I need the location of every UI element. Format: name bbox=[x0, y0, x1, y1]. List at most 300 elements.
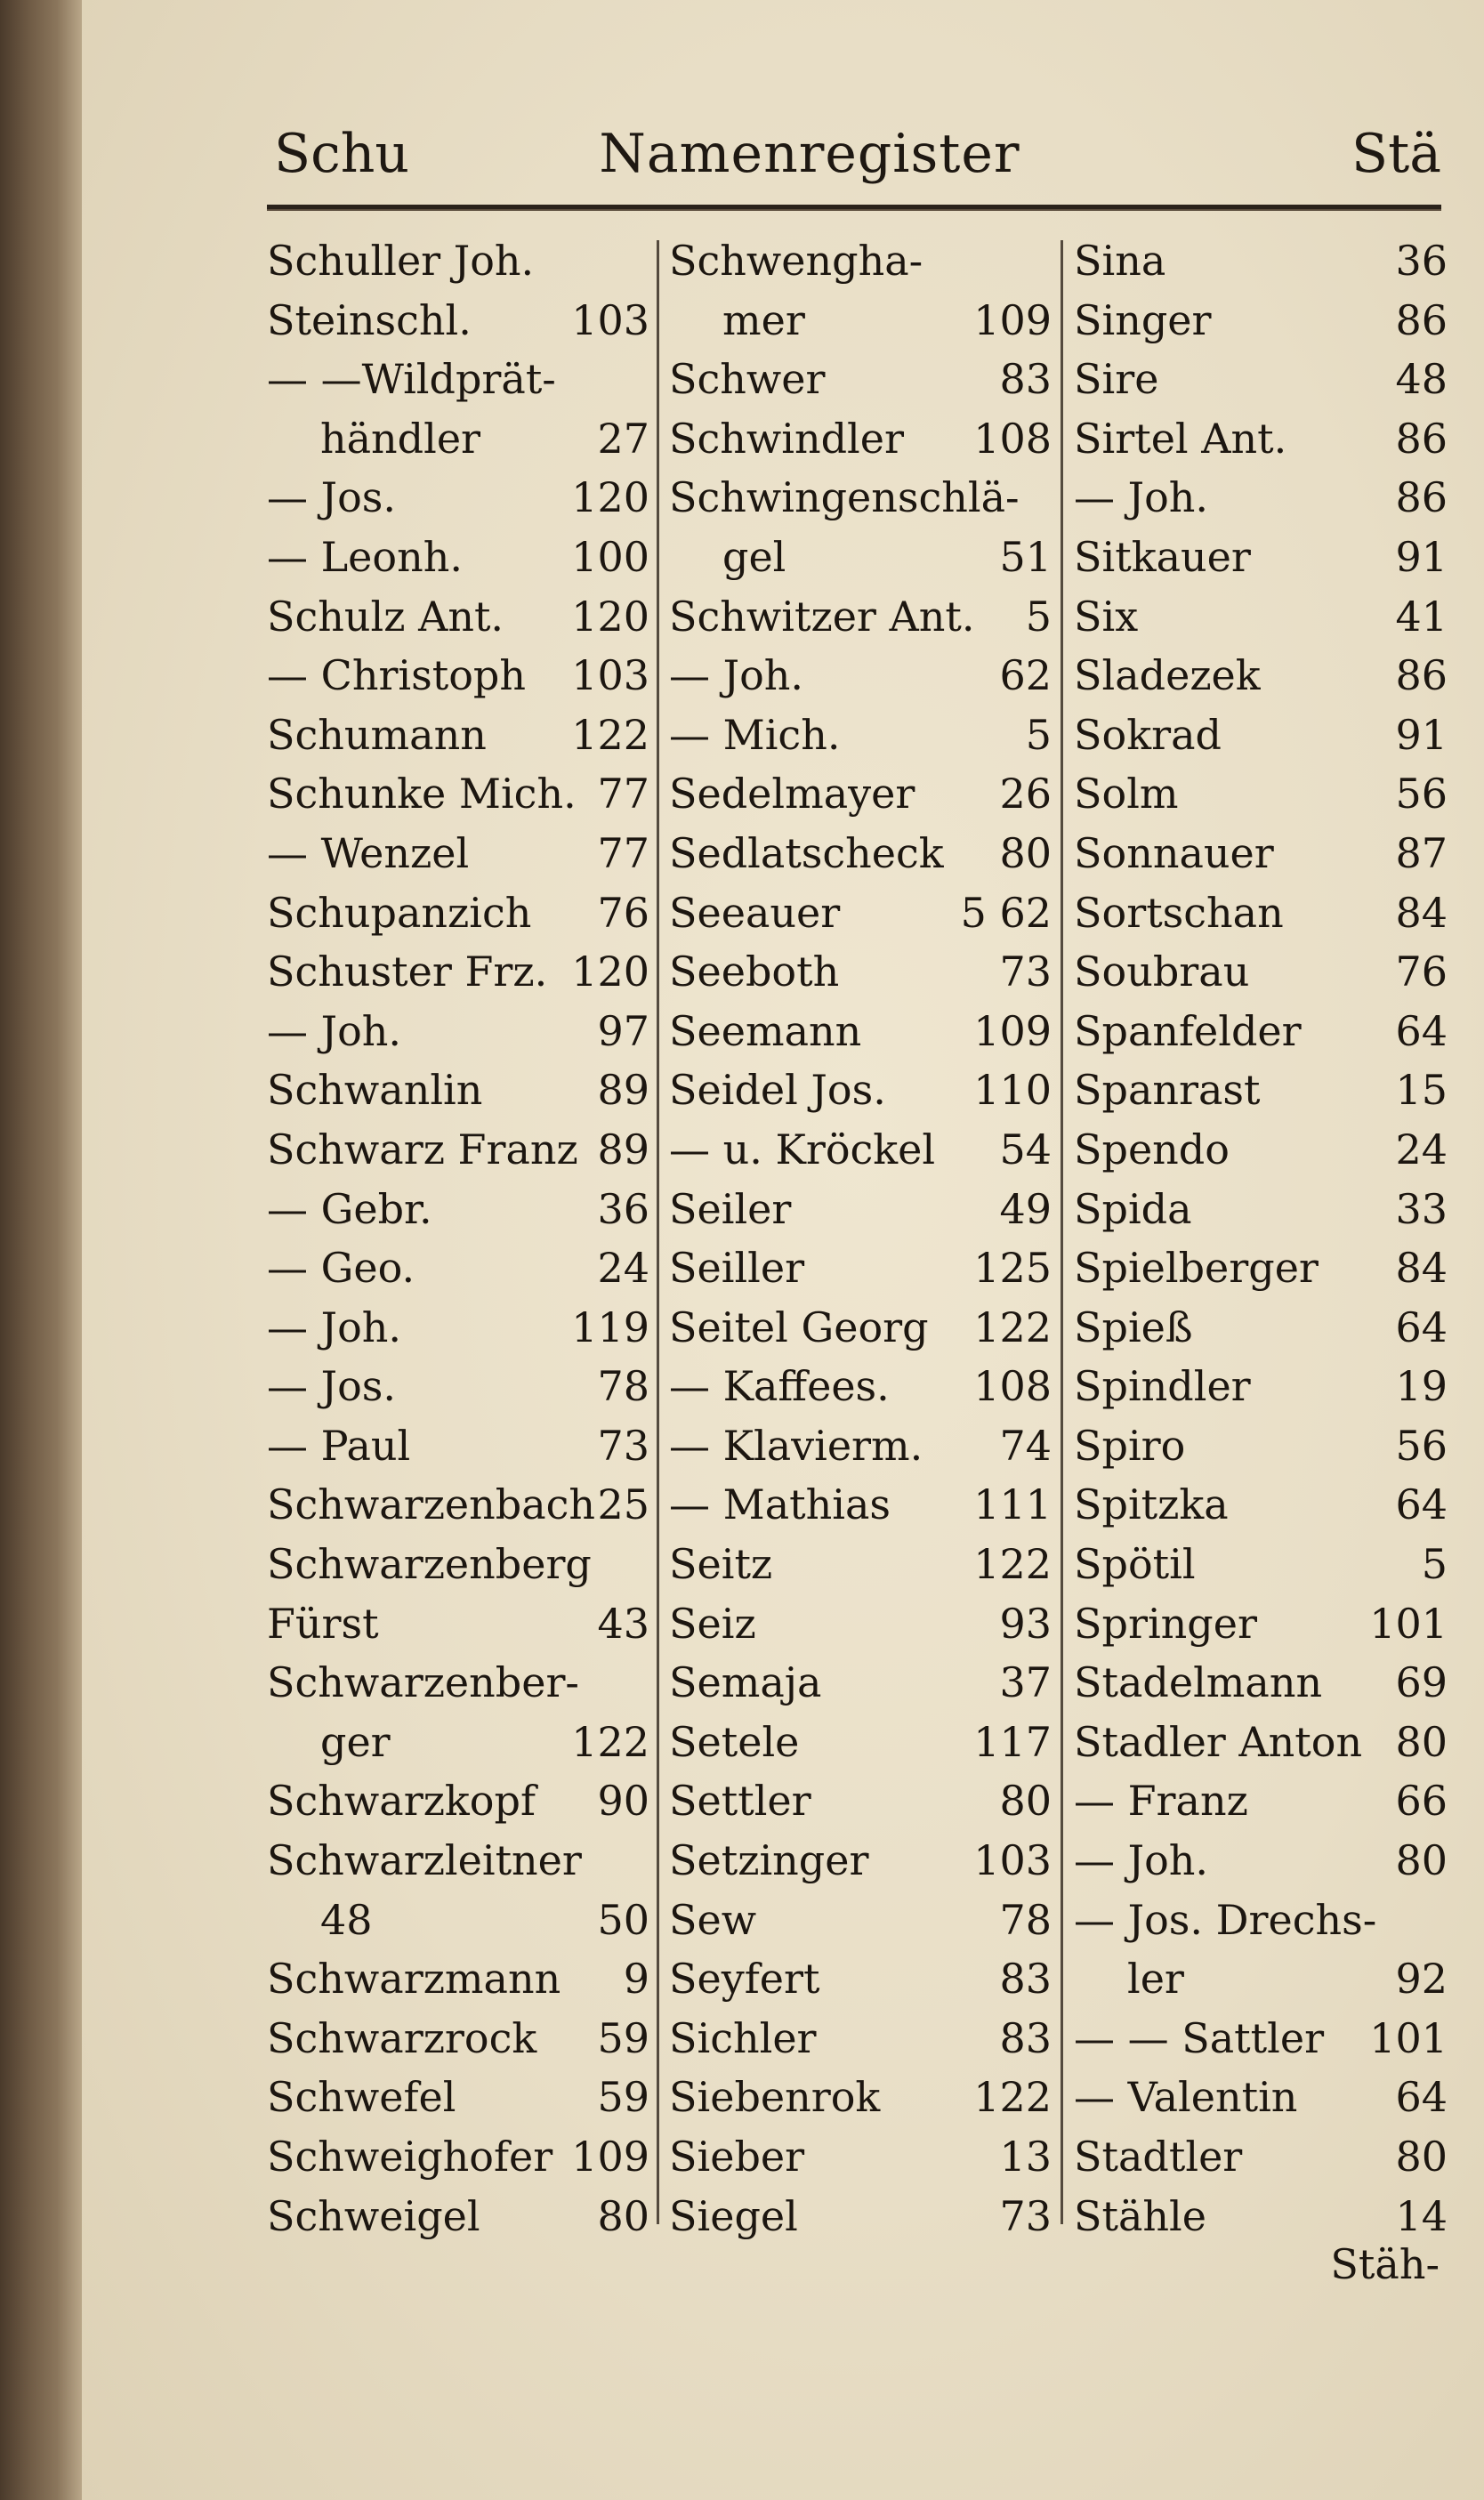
entry-name: Spitzka bbox=[1074, 1480, 1229, 1529]
entry-name: Solm bbox=[1074, 770, 1179, 819]
index-entry bbox=[1074, 1831, 1448, 1891]
entry-name: — Paul bbox=[267, 1421, 411, 1470]
index-entry bbox=[1074, 1949, 1448, 2009]
entry-page-number: 51 bbox=[999, 532, 1052, 581]
entry-name: Schwarzenber- bbox=[267, 1658, 579, 1707]
index-entry bbox=[669, 883, 1052, 943]
index-entry bbox=[1074, 646, 1448, 706]
index-entry bbox=[669, 646, 1052, 706]
entry-name: — — Sattler bbox=[1074, 2013, 1325, 2062]
index-entry bbox=[669, 1771, 1052, 1831]
entry-name: 48 bbox=[320, 1895, 373, 1944]
entry-name: Seiler bbox=[669, 1184, 792, 1233]
entry-name: Schulz Ant. bbox=[267, 592, 504, 641]
entry-page-number: 86 bbox=[1395, 295, 1448, 344]
entry-name: händler bbox=[320, 414, 481, 463]
index-entry bbox=[267, 409, 649, 469]
index-entry bbox=[669, 1060, 1052, 1120]
entry-name: Sieber bbox=[669, 2133, 805, 2181]
entry-page-number: 91 bbox=[1395, 532, 1448, 581]
entry-page-number: 27 bbox=[597, 414, 649, 463]
entry-name: Springer bbox=[1074, 1599, 1257, 1648]
entry-name: Schwarzleitner bbox=[267, 1836, 582, 1885]
entry-name: Stadtler bbox=[1074, 2133, 1243, 2181]
entry-page-number: 80 bbox=[1395, 1836, 1448, 1885]
entry-name: Sina bbox=[1074, 237, 1166, 285]
index-entry bbox=[267, 528, 649, 587]
entry-page-number: 43 bbox=[597, 1599, 649, 1648]
index-entry bbox=[669, 291, 1052, 351]
entry-name: Spanfelder bbox=[1074, 1006, 1302, 1055]
entry-name: — Christoph bbox=[267, 651, 527, 700]
index-entry bbox=[267, 587, 649, 647]
index-entry bbox=[669, 1298, 1052, 1358]
entry-name: — Wenzel bbox=[267, 828, 470, 877]
entry-page-number: 73 bbox=[999, 2191, 1052, 2240]
entry-name: — Joh. bbox=[1074, 1836, 1209, 1885]
entry-name: — u. Kröckel bbox=[669, 1125, 936, 1173]
entry-name: Seiz bbox=[669, 1599, 756, 1648]
entry-page-number: 86 bbox=[1395, 651, 1448, 700]
entry-page-number: 56 bbox=[1395, 770, 1448, 819]
entry-page-number: 87 bbox=[1395, 828, 1448, 877]
index-entry bbox=[1074, 942, 1448, 1002]
entry-page-number: 24 bbox=[597, 1244, 649, 1293]
entry-name: Schwer bbox=[669, 355, 826, 404]
index-entry bbox=[669, 824, 1052, 883]
entry-name: Singer bbox=[1074, 295, 1212, 344]
entry-page-number: 80 bbox=[999, 828, 1052, 877]
entry-name: Sedlatscheck bbox=[669, 828, 944, 877]
entry-name: — Jos. bbox=[267, 473, 396, 522]
entry-page-number: 36 bbox=[597, 1184, 649, 1233]
index-entry bbox=[1074, 1238, 1448, 1298]
entry-name: Sokrad bbox=[1074, 710, 1222, 759]
entry-name: — Jos. bbox=[267, 1362, 396, 1411]
index-entry bbox=[267, 1180, 649, 1239]
entry-name: Schwarzenbach bbox=[267, 1480, 596, 1529]
entry-page-number: 108 bbox=[973, 414, 1052, 463]
index-entry bbox=[1074, 231, 1448, 291]
index-entry bbox=[267, 1475, 649, 1535]
index-entry bbox=[1074, 1298, 1448, 1358]
index-entry bbox=[1074, 1002, 1448, 1061]
index-entry bbox=[267, 1594, 649, 1654]
entry-name: ger bbox=[320, 1717, 391, 1766]
entry-page-number: 33 bbox=[1395, 1184, 1448, 1233]
index-entry bbox=[1074, 706, 1448, 765]
entry-name: Steinschl. bbox=[267, 295, 472, 344]
index-entry bbox=[669, 468, 1052, 528]
entry-page-number: 77 bbox=[597, 828, 649, 877]
entry-name: Seiller bbox=[669, 1244, 805, 1293]
index-entry bbox=[267, 231, 649, 291]
catchword: Stäh- bbox=[1330, 2240, 1440, 2288]
index-entry bbox=[267, 1949, 649, 2009]
entry-name: Seemann bbox=[669, 1006, 862, 1055]
index-entry bbox=[267, 706, 649, 765]
entry-page-number: 120 bbox=[571, 473, 649, 522]
index-entry bbox=[669, 587, 1052, 647]
index-entry bbox=[267, 1002, 649, 1061]
index-entry bbox=[267, 1891, 649, 1950]
index-entry bbox=[267, 942, 649, 1002]
entry-name: — Joh. bbox=[267, 1006, 402, 1055]
entry-page-number: 122 bbox=[973, 2073, 1052, 2122]
entry-name: Seeboth bbox=[669, 948, 840, 996]
entry-page-number: 86 bbox=[1395, 414, 1448, 463]
index-entry bbox=[1074, 2068, 1448, 2127]
entry-name: ler bbox=[1127, 1955, 1184, 2004]
entry-page-number: 64 bbox=[1395, 2073, 1448, 2122]
index-entry bbox=[267, 1831, 649, 1891]
index-entry bbox=[267, 468, 649, 528]
index-entry bbox=[1074, 468, 1448, 528]
entry-page-number: 5 bbox=[1421, 1540, 1448, 1589]
entry-page-number: 103 bbox=[571, 651, 649, 700]
entry-name: Fürst bbox=[267, 1599, 379, 1648]
entry-page-number: 37 bbox=[999, 1658, 1052, 1707]
index-entry bbox=[669, 231, 1052, 291]
entry-page-number: 122 bbox=[571, 710, 649, 759]
index-entry bbox=[267, 291, 649, 351]
entry-name: Siebenrok bbox=[669, 2073, 881, 2122]
entry-page-number: 122 bbox=[571, 1717, 649, 1766]
entry-name: Schwindler bbox=[669, 414, 904, 463]
entry-page-number: 76 bbox=[1395, 948, 1448, 996]
entry-page-number: 108 bbox=[973, 1362, 1052, 1411]
entry-name: — Joh. bbox=[267, 1302, 402, 1351]
index-entry bbox=[267, 2009, 649, 2069]
entry-page-number: 117 bbox=[973, 1717, 1052, 1766]
index-entry bbox=[267, 1771, 649, 1831]
index-entry bbox=[669, 1002, 1052, 1061]
entry-name: Seyfert bbox=[669, 1955, 820, 2004]
entry-name: — Kaffees. bbox=[669, 1362, 890, 1411]
entry-name: Spendo bbox=[1074, 1125, 1230, 1173]
index-entry bbox=[669, 1831, 1052, 1891]
index-entry bbox=[1074, 883, 1448, 943]
entry-name: Sonnauer bbox=[1074, 828, 1274, 877]
index-entry bbox=[1074, 350, 1448, 409]
entry-page-number: 24 bbox=[1395, 1125, 1448, 1173]
entry-page-number: 25 bbox=[597, 1480, 649, 1529]
index-entry bbox=[1074, 824, 1448, 883]
index-entry bbox=[1074, 1475, 1448, 1535]
entry-page-number: 15 bbox=[1395, 1066, 1448, 1115]
index-entry bbox=[669, 1357, 1052, 1416]
entry-page-number: 5 bbox=[1025, 592, 1052, 641]
entry-page-number: 64 bbox=[1395, 1302, 1448, 1351]
entry-page-number: 120 bbox=[571, 592, 649, 641]
index-entry bbox=[669, 1238, 1052, 1298]
header-left-guideword: Schu bbox=[274, 123, 409, 185]
entry-name: Semaja bbox=[669, 1658, 822, 1707]
index-entry bbox=[669, 1653, 1052, 1713]
index-entry bbox=[669, 1475, 1052, 1535]
index-entry bbox=[669, 1120, 1052, 1180]
entry-page-number: 97 bbox=[597, 1006, 649, 1055]
entry-page-number: 89 bbox=[597, 1066, 649, 1115]
index-entry bbox=[669, 2127, 1052, 2187]
index-entry bbox=[1074, 409, 1448, 469]
index-entry bbox=[1074, 1416, 1448, 1476]
index-entry bbox=[669, 1180, 1052, 1239]
index-entry bbox=[669, 1891, 1052, 1950]
running-header bbox=[178, 114, 1441, 212]
entry-page-number: 73 bbox=[999, 948, 1052, 996]
index-entry bbox=[669, 1594, 1052, 1654]
entry-name: Setele bbox=[669, 1717, 800, 1766]
index-entry bbox=[1074, 1594, 1448, 1654]
index-entry bbox=[669, 1949, 1052, 2009]
entry-page-number: 80 bbox=[1395, 1717, 1448, 1766]
entry-page-number: 14 bbox=[1395, 2191, 1448, 2240]
entry-name: Sirtel Ant. bbox=[1074, 414, 1287, 463]
index-entry bbox=[1074, 1713, 1448, 1772]
entry-name: Schwarz Franz bbox=[267, 1125, 578, 1173]
entry-page-number: 48 bbox=[1395, 355, 1448, 404]
index-entry bbox=[669, 1416, 1052, 1476]
entry-name: Spiro bbox=[1074, 1421, 1186, 1470]
entry-page-number: 100 bbox=[571, 532, 649, 581]
index-entry bbox=[267, 764, 649, 824]
index-entry bbox=[267, 883, 649, 943]
entry-page-number: 83 bbox=[999, 355, 1052, 404]
entry-name: Sire bbox=[1074, 355, 1159, 404]
entry-name: — Joh. bbox=[669, 651, 804, 700]
entry-name: Schwingenschlä- bbox=[669, 473, 1020, 522]
entry-name: gel bbox=[722, 532, 786, 581]
entry-page-number: 59 bbox=[597, 2073, 649, 2122]
entry-name: Schwarzrock bbox=[267, 2013, 537, 2062]
entry-page-number: 83 bbox=[999, 2013, 1052, 2062]
entry-name: mer bbox=[722, 295, 805, 344]
entry-page-number: 50 bbox=[597, 1895, 649, 1944]
entry-page-number: 56 bbox=[1395, 1421, 1448, 1470]
entry-name: Six bbox=[1074, 592, 1139, 641]
index-entry bbox=[1074, 764, 1448, 824]
entry-name: Schwarzkopf bbox=[267, 1777, 536, 1826]
index-entry bbox=[669, 1535, 1052, 1594]
index-entry bbox=[1074, 1653, 1448, 1713]
entry-name: Schunke Mich. bbox=[267, 770, 577, 819]
entry-name: Schweigel bbox=[267, 2191, 480, 2240]
entry-name: Schwarzenberg bbox=[267, 1540, 592, 1589]
entry-page-number: 73 bbox=[597, 1421, 649, 1470]
index-column-1 bbox=[267, 231, 649, 2240]
entry-name: Siegel bbox=[669, 2191, 798, 2240]
entry-name: Schwefel bbox=[267, 2073, 456, 2122]
index-entry bbox=[1074, 2009, 1448, 2069]
header-rule bbox=[267, 205, 1441, 211]
entry-name: Schuller Joh. bbox=[267, 237, 535, 285]
entry-name: Schumann bbox=[267, 710, 487, 759]
index-entry bbox=[267, 1298, 649, 1358]
entry-name: Stähle bbox=[1074, 2191, 1206, 2240]
entry-page-number: 86 bbox=[1395, 473, 1448, 522]
entry-page-number: 64 bbox=[1395, 1006, 1448, 1055]
page-title: Namenregister bbox=[599, 123, 1020, 185]
entry-page-number: 80 bbox=[1395, 2133, 1448, 2181]
entry-page-number: 13 bbox=[999, 2133, 1052, 2181]
index-entry bbox=[1074, 1180, 1448, 1239]
entry-page-number: 103 bbox=[973, 1836, 1052, 1885]
entry-page-number: 91 bbox=[1395, 710, 1448, 759]
entry-page-number: 69 bbox=[1395, 1658, 1448, 1707]
entry-name: Seeauer bbox=[669, 888, 841, 937]
index-entry bbox=[669, 528, 1052, 587]
index-entry bbox=[669, 409, 1052, 469]
entry-page-number: 103 bbox=[571, 295, 649, 344]
entry-name: — Geo. bbox=[267, 1244, 415, 1293]
index-entry bbox=[669, 2009, 1052, 2069]
entry-page-number: 83 bbox=[999, 1955, 1052, 2004]
column-separator bbox=[1061, 240, 1063, 2224]
entry-name: Spida bbox=[1074, 1184, 1192, 1233]
header-right-guideword: Stä bbox=[1351, 123, 1441, 185]
entry-page-number: 122 bbox=[973, 1540, 1052, 1589]
entry-page-number: 92 bbox=[1395, 1955, 1448, 2004]
entry-page-number: 74 bbox=[999, 1421, 1052, 1470]
entry-name: Sichler bbox=[669, 2013, 817, 2062]
index-entry bbox=[267, 2127, 649, 2187]
entry-name: — —Wildprät- bbox=[267, 355, 556, 404]
entry-name: Schuster Frz. bbox=[267, 948, 548, 996]
index-entry bbox=[669, 764, 1052, 824]
entry-page-number: 125 bbox=[973, 1244, 1052, 1293]
index-entry bbox=[267, 1120, 649, 1180]
index-entry bbox=[1074, 291, 1448, 351]
entry-page-number: 59 bbox=[597, 2013, 649, 2062]
entry-page-number: 66 bbox=[1395, 1777, 1448, 1826]
entry-page-number: 5 bbox=[1025, 710, 1052, 759]
entry-name: Spielberger bbox=[1074, 1244, 1319, 1293]
entry-page-number: 110 bbox=[973, 1066, 1052, 1115]
entry-page-number: 64 bbox=[1395, 1480, 1448, 1529]
index-entry bbox=[267, 1416, 649, 1476]
index-entry bbox=[267, 1060, 649, 1120]
entry-name: Sedelmayer bbox=[669, 770, 915, 819]
index-entry bbox=[669, 942, 1052, 1002]
entry-name: Spötil bbox=[1074, 1540, 1196, 1589]
entry-page-number: 78 bbox=[999, 1895, 1052, 1944]
entry-name: Seitel Georg bbox=[669, 1302, 929, 1351]
entry-page-number: 9 bbox=[623, 1955, 649, 2004]
entry-name: Schwarzmann bbox=[267, 1955, 561, 2004]
entry-page-number: 101 bbox=[1369, 1599, 1448, 1648]
entry-name: — Leonh. bbox=[267, 532, 463, 581]
index-entry bbox=[267, 1238, 649, 1298]
entry-page-number: 120 bbox=[571, 948, 649, 996]
entry-name: Sortschan bbox=[1074, 888, 1284, 937]
index-entry bbox=[267, 646, 649, 706]
entry-name: — Klavierm. bbox=[669, 1421, 923, 1470]
entry-page-number: 84 bbox=[1395, 1244, 1448, 1293]
entry-page-number: 76 bbox=[597, 888, 649, 937]
entry-page-number: 109 bbox=[571, 2133, 649, 2181]
index-entry bbox=[267, 1653, 649, 1713]
index-entry bbox=[1074, 1357, 1448, 1416]
entry-name: Schwanlin bbox=[267, 1066, 483, 1115]
entry-name: Seitz bbox=[669, 1540, 773, 1589]
index-entry bbox=[669, 706, 1052, 765]
entry-page-number: 5 62 bbox=[960, 888, 1052, 937]
entry-name: Stadler Anton bbox=[1074, 1717, 1363, 1766]
entry-name: — Valentin bbox=[1074, 2073, 1298, 2122]
index-entry bbox=[267, 350, 649, 409]
entry-name: Setzinger bbox=[669, 1836, 869, 1885]
entry-name: Sew bbox=[669, 1895, 757, 1944]
entry-page-number: 111 bbox=[973, 1480, 1052, 1529]
entry-page-number: 89 bbox=[597, 1125, 649, 1173]
entry-name: — Mathias bbox=[669, 1480, 891, 1529]
entry-name: Stadelmann bbox=[1074, 1658, 1323, 1707]
index-column-3 bbox=[1074, 231, 1448, 2240]
entry-page-number: 62 bbox=[999, 651, 1052, 700]
entry-page-number: 49 bbox=[999, 1184, 1052, 1233]
entry-name: Spanrast bbox=[1074, 1066, 1261, 1115]
entry-page-number: 90 bbox=[597, 1777, 649, 1826]
entry-name: — Mich. bbox=[669, 710, 841, 759]
index-entry bbox=[1074, 1535, 1448, 1594]
index-entry bbox=[669, 2068, 1052, 2127]
index-entry bbox=[267, 2068, 649, 2127]
entry-name: — Jos. Drechs- bbox=[1074, 1895, 1377, 1944]
entry-name: Soubrau bbox=[1074, 948, 1250, 996]
column-separator bbox=[657, 240, 659, 2224]
entry-page-number: 36 bbox=[1395, 237, 1448, 285]
index-entry bbox=[669, 1713, 1052, 1772]
entry-name: Spieß bbox=[1074, 1302, 1193, 1351]
entry-page-number: 93 bbox=[999, 1599, 1052, 1648]
entry-name: Sladezek bbox=[1074, 651, 1261, 700]
book-binding-edge bbox=[0, 0, 82, 2500]
index-entry bbox=[1074, 1120, 1448, 1180]
entry-page-number: 19 bbox=[1395, 1362, 1448, 1411]
index-entry bbox=[1074, 1060, 1448, 1120]
entry-page-number: 77 bbox=[597, 770, 649, 819]
index-entry bbox=[267, 1357, 649, 1416]
entry-name: Spindler bbox=[1074, 1362, 1251, 1411]
entry-page-number: 26 bbox=[999, 770, 1052, 819]
index-entry bbox=[267, 2187, 649, 2246]
index-entry bbox=[267, 1713, 649, 1772]
index-entry bbox=[1074, 2127, 1448, 2187]
index-entry bbox=[1074, 1891, 1448, 1950]
entry-name: Sitkauer bbox=[1074, 532, 1251, 581]
entry-page-number: 109 bbox=[973, 1006, 1052, 1055]
entry-page-number: 78 bbox=[597, 1362, 649, 1411]
entry-page-number: 122 bbox=[973, 1302, 1052, 1351]
entry-page-number: 109 bbox=[973, 295, 1052, 344]
entry-name: Schwitzer Ant. bbox=[669, 592, 975, 641]
index-entry bbox=[669, 2187, 1052, 2246]
entry-name: Settler bbox=[669, 1777, 811, 1826]
entry-page-number: 80 bbox=[597, 2191, 649, 2240]
index-entry bbox=[1074, 587, 1448, 647]
entry-name: Schweighofer bbox=[267, 2133, 553, 2181]
index-entry bbox=[267, 824, 649, 883]
entry-page-number: 54 bbox=[999, 1125, 1052, 1173]
entry-name: — Gebr. bbox=[267, 1184, 432, 1233]
index-entry bbox=[267, 1535, 649, 1594]
entry-name: — Franz bbox=[1074, 1777, 1248, 1826]
entry-page-number: 41 bbox=[1395, 592, 1448, 641]
entry-name: Seidel Jos. bbox=[669, 1066, 886, 1115]
entry-name: — Joh. bbox=[1074, 473, 1209, 522]
entry-page-number: 80 bbox=[999, 1777, 1052, 1826]
